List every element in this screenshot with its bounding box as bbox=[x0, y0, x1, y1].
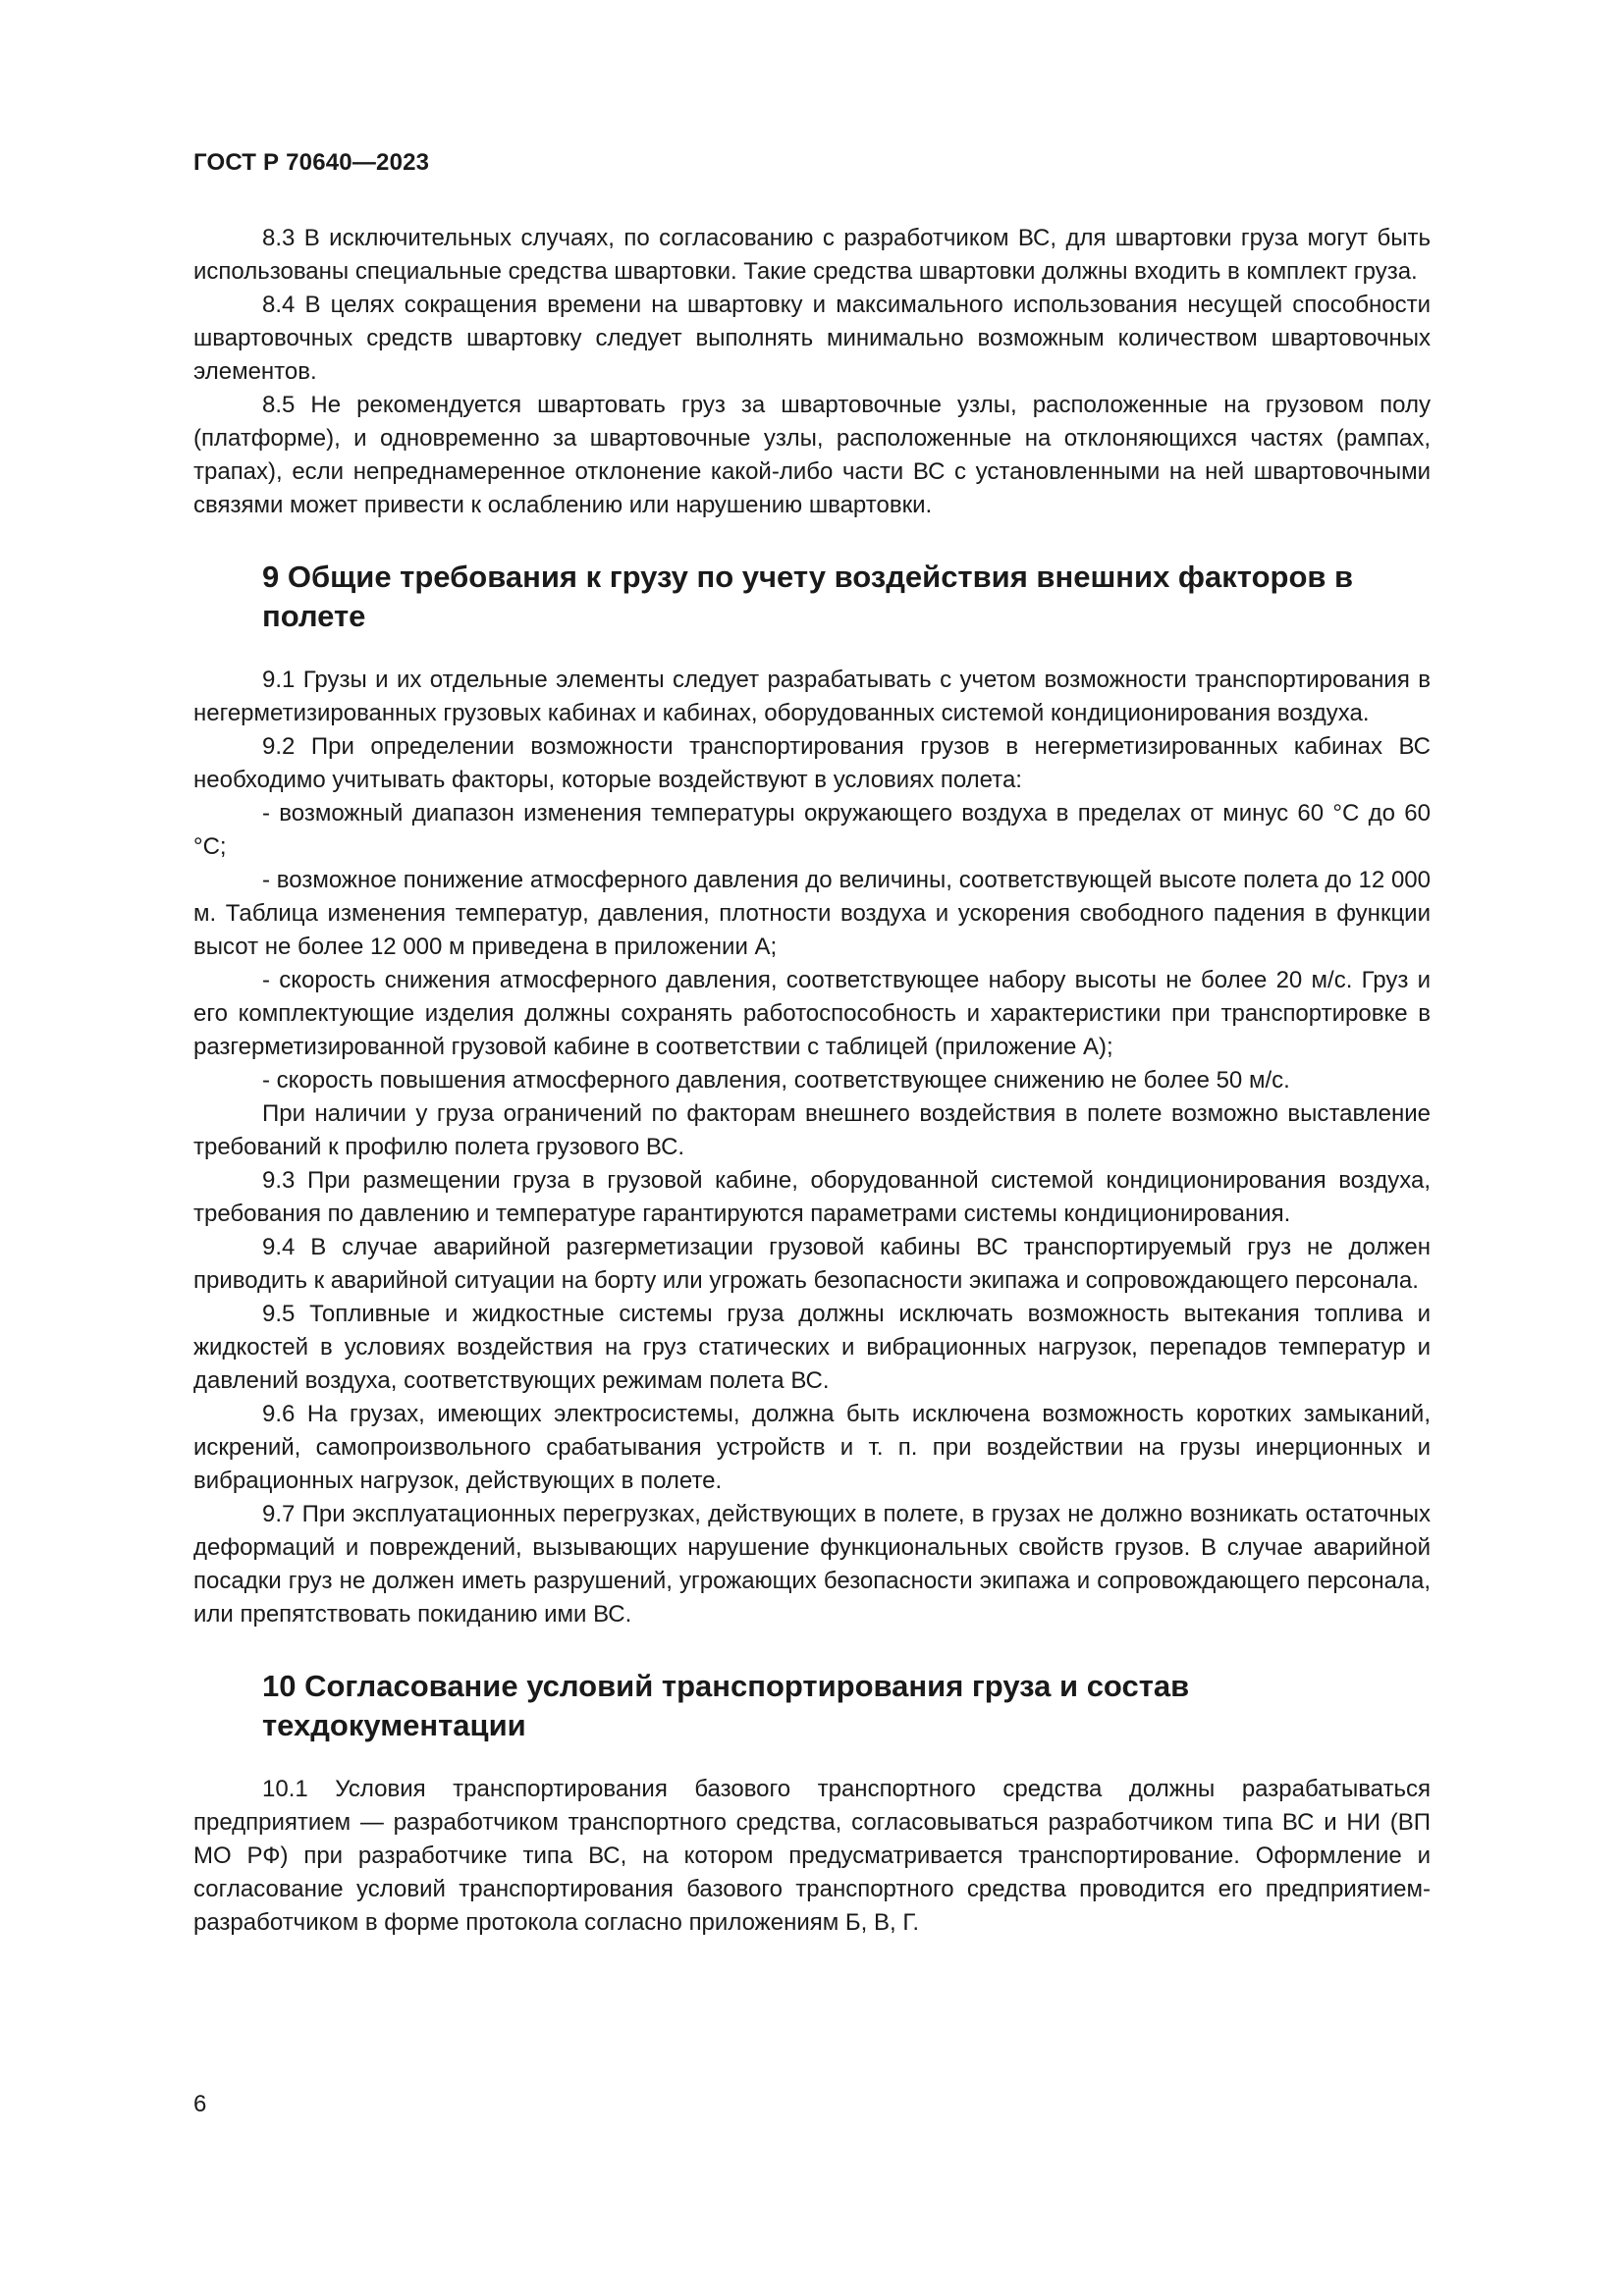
list-item-pressure-altitude: - возможное понижение атмосферного давления до величины, соответствующей высоте полета до 12 000 м. Таблица изменения температур, давления, плотности воздуха и ускорения свободного падения в функции высот не более 12 000 м приведена в приложении А; bbox=[193, 867, 1431, 960]
paragraph-9-7: 9.7 При эксплуатационных перегрузках, действующих в полете, в грузах не должно возникать остаточных деформаций и повреждений, вызывающих нарушение функциональных свойств грузов. В случае аварийной посадки груз не должен иметь разрушений, угрожающих безопасности экипажа и сопровождающего персонала, или препятствовать покиданию ими ВС. bbox=[193, 1501, 1431, 1628]
list-item-pressure-decrease-rate: - скорость снижения атмосферного давления, соответствующее набору высоты не более 20 м/с. Груз и его комплектующие изделия должны сохранять работоспособность и характеристики при транспортировке в разгерметизированной грузовой кабине в соответствии с таблицей (приложение А); bbox=[193, 967, 1431, 1060]
section-9-title: 9 Общие требования к грузу по учету воздействия внешних факторов в полете bbox=[262, 560, 1354, 633]
section-10-title: 10 Согласование условий транспортирования груза и состав техдокументации bbox=[262, 1669, 1190, 1742]
paragraph-9-6: 9.6 На грузах, имеющих электросистемы, должна быть исключена возможность коротких замыканий, искрений, самопроизвольного срабатывания устройств и т. п. при воздействии на грузы инерционных и вибрационных нагрузок, действующих в полете. bbox=[193, 1401, 1431, 1494]
page-number: 6 bbox=[193, 2091, 207, 2117]
paragraph-flight-profile: При наличии у груза ограничений по факторам внешнего воздействия в полете возможно выставление требований к профилю полета грузового ВС. bbox=[193, 1100, 1431, 1160]
list-item-pressure-increase-rate: - скорость повышения атмосферного давления, соответствующее снижению не более 50 м/с. bbox=[262, 1067, 1290, 1094]
paragraph-8-3: 8.3 В исключительных случаях, по согласованию с разработчиком ВС, для швартовки груза могут быть использованы специальные средства швартовки. Такие средства швартовки должны входить в комплект груза. bbox=[193, 225, 1431, 285]
paragraph-9-4: 9.4 В случае аварийной разгерметизации грузовой кабины ВС транспортируемый груз не должен приводить к аварийной ситуации на борту или угрожать безопасности экипажа и сопровождающего персонала. bbox=[193, 1234, 1431, 1294]
paragraph-9-5: 9.5 Топливные и жидкостные системы груза должны исключать возможность вытекания топлива и жидкостей в условиях воздействия на груз статических и вибрационных нагрузок, перепадов температур и давлений воздуха, соответствующих режимам полета ВС. bbox=[193, 1301, 1431, 1394]
list-item-temperature: - возможный диапазон изменения температуры окружающего воздуха в пределах от минус 60 °С до 60 °С; bbox=[193, 800, 1431, 860]
paragraph-10-1: 10.1 Условия транспортирования базового транспортного средства должны разрабатываться предприятием — разработчиком транспортного средства, согласовываться разработчиком типа ВС и НИ (ВП МО РФ) при разработчике типа ВС, на котором предусматривается транспортирование. Оформление и согласование условий транспортирования базового транспортного средства проводится его предприятием-разработчиком в форме протокола согласно приложениям Б, В, Г. bbox=[193, 1776, 1431, 1936]
standard-header: ГОСТ Р 70640—2023 bbox=[193, 149, 430, 176]
paragraph-9-1: 9.1 Грузы и их отдельные элементы следует разрабатывать с учетом возможности транспортирования в негерметизированных грузовых кабинах и кабинах, оборудованных системой кондиционирования воздуха. bbox=[193, 667, 1431, 726]
document-body bbox=[193, 222, 1431, 1940]
paragraph-9-2: 9.2 При определении возможности транспортирования грузов в негерметизированных кабинах ВС необходимо учитывать факторы, которые воздействуют в условиях полета: bbox=[193, 733, 1431, 793]
paragraph-8-4: 8.4 В целях сокращения времени на швартовку и максимального использования несущей способности швартовочных средств швартовку следует выполнять минимально возможным количеством швартовочных элементов. bbox=[193, 292, 1431, 385]
paragraph-9-3: 9.3 При размещении груза в грузовой кабине, оборудованной системой кондиционирования воздуха, требования по давлению и температуре гарантируются параметрами системы кондиционирования. bbox=[193, 1167, 1431, 1227]
paragraph-8-5: 8.5 Не рекомендуется швартовать груз за швартовочные узлы, расположенные на грузовом полу (платформе), и одновременно за швартовочные узлы, расположенные на отклоняющихся частях (рампах, трапах), если непреднамеренное отклонение какой-либо части ВС с установленными на ней швартовочными связями может привести к ослаблению или нарушению швартовки. bbox=[193, 392, 1431, 518]
